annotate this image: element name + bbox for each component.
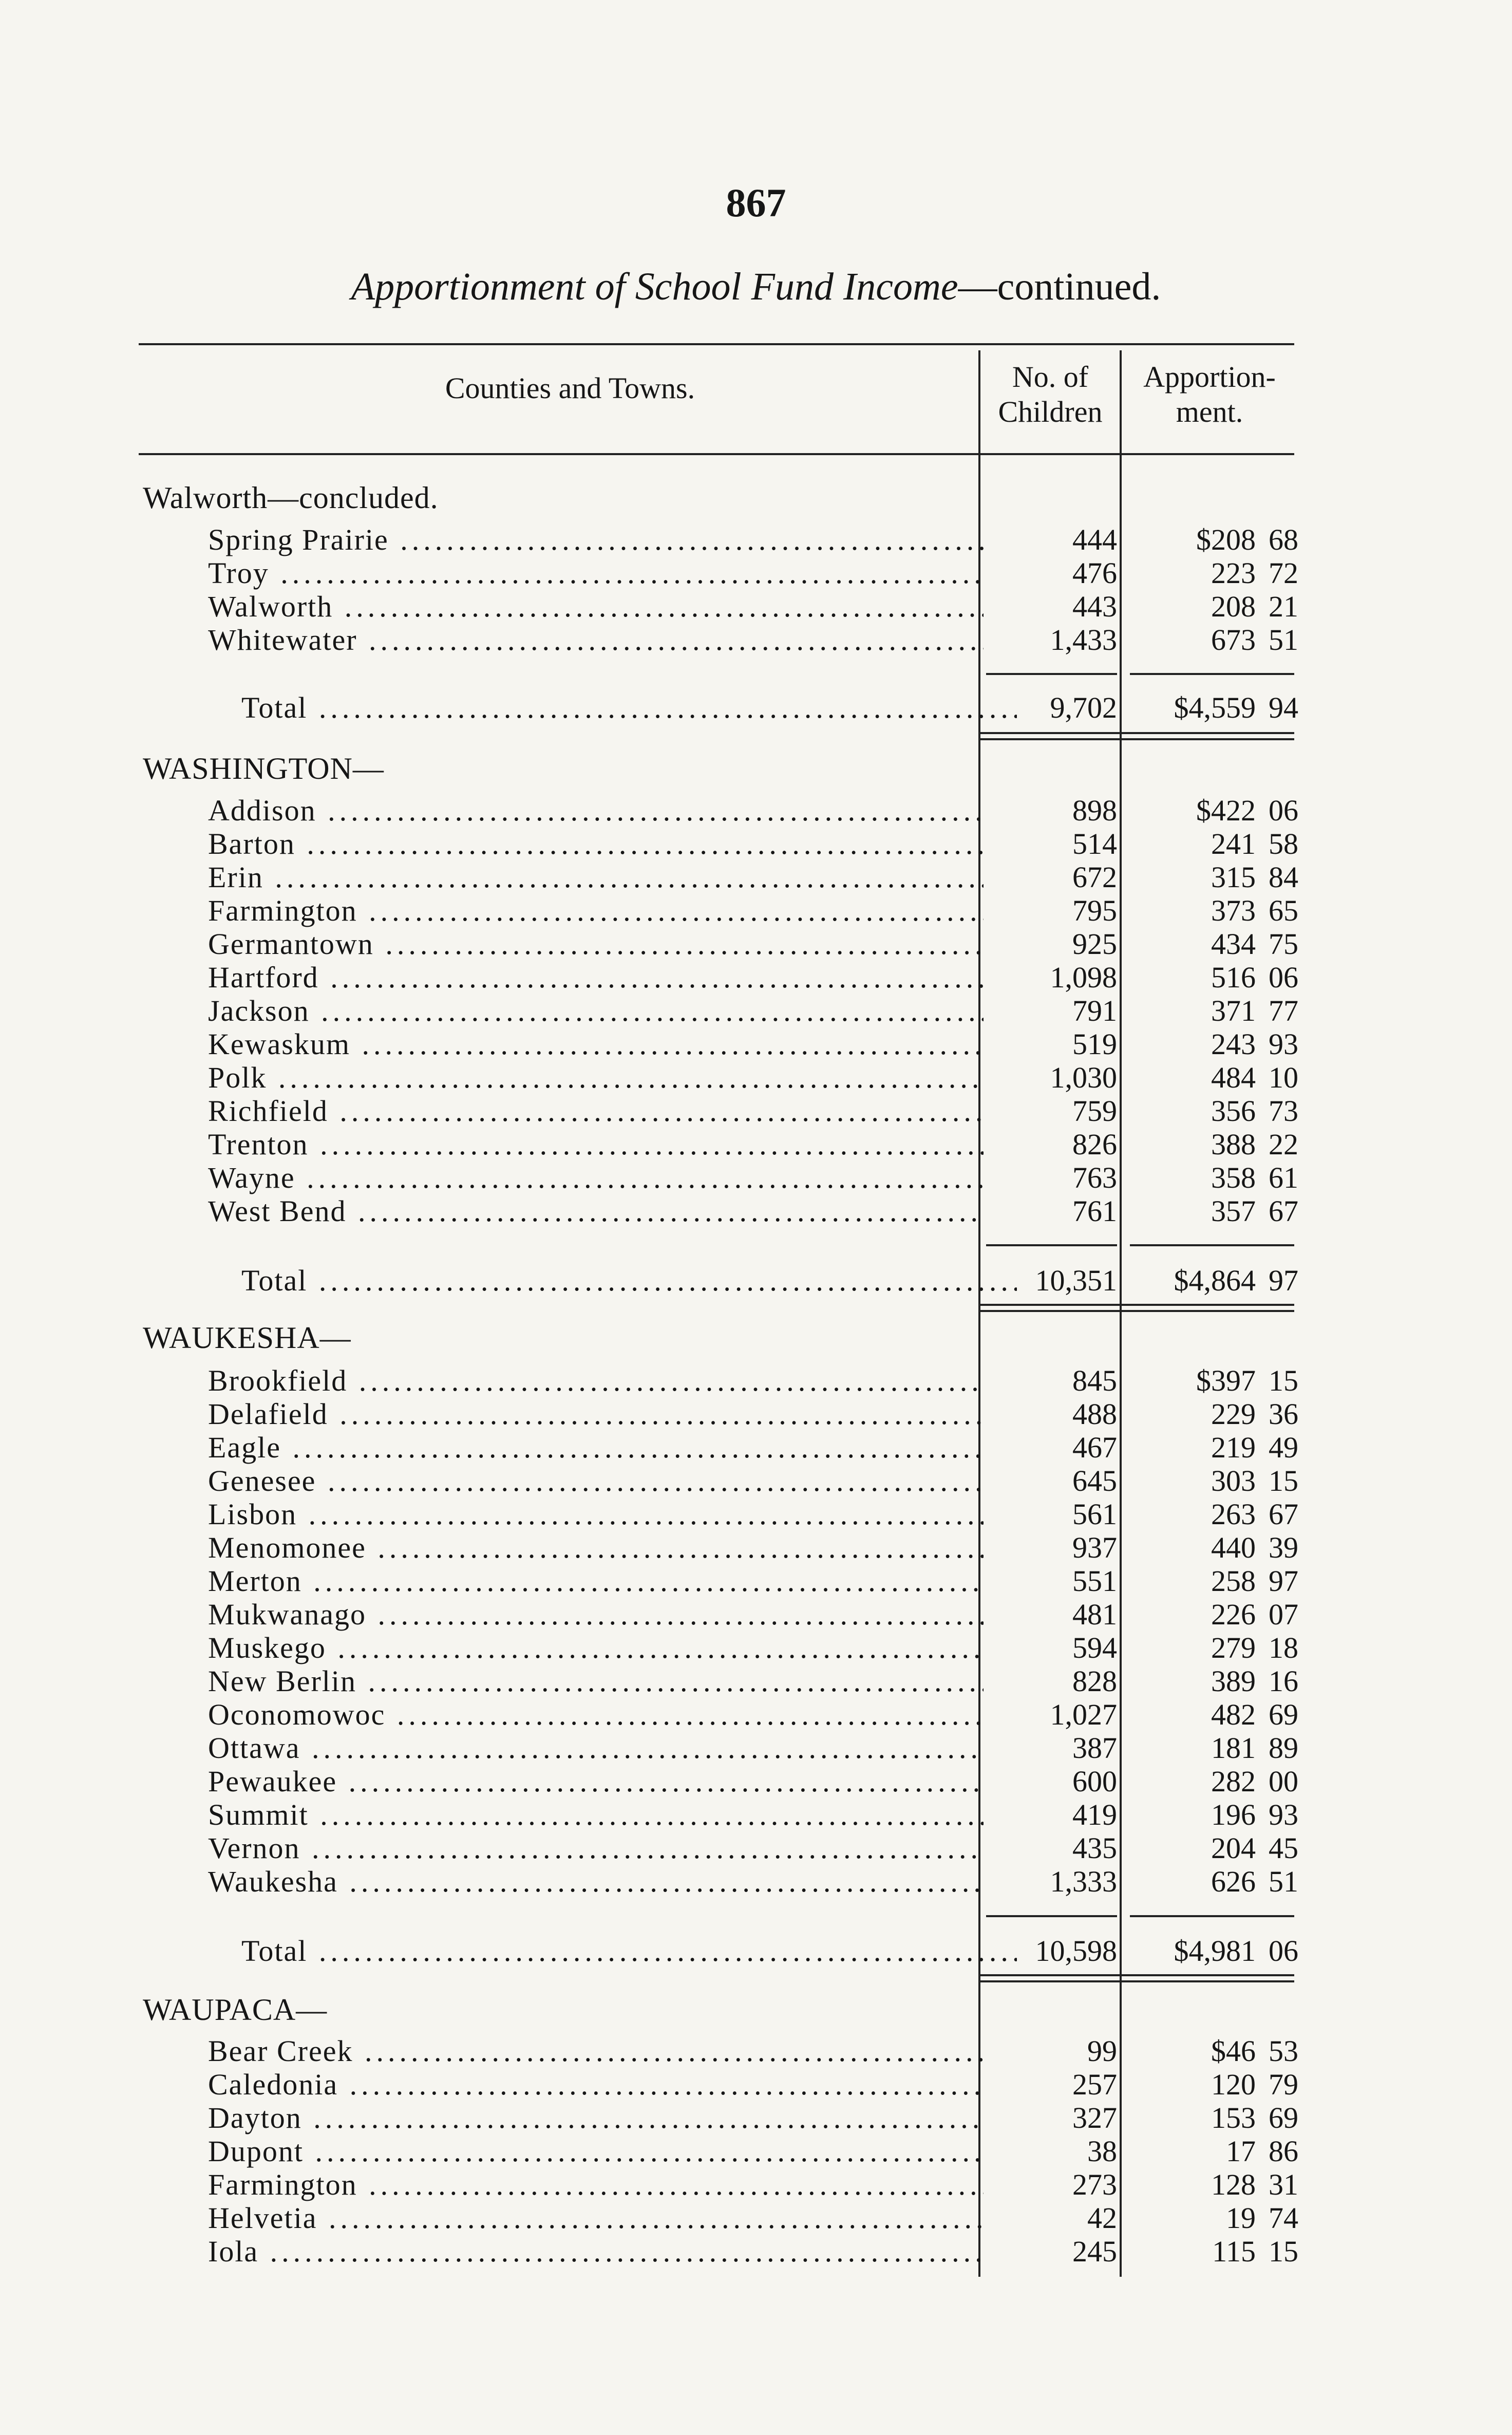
- apportionment-cents: 15: [1269, 2235, 1298, 2268]
- double-rule: [978, 738, 1294, 740]
- table-row: [0, 1397, 1512, 1431]
- children-count: 791: [1072, 994, 1117, 1027]
- double-rule: [978, 1974, 1294, 1976]
- children-count: 759: [1072, 1094, 1117, 1128]
- children-count: 594: [1072, 1631, 1117, 1664]
- town-name: Menomonee .....: [208, 1531, 984, 1565]
- table-row: [0, 2168, 1512, 2202]
- apportionment-cents: 84: [1269, 860, 1298, 894]
- town-name: Addison .....: [208, 794, 984, 828]
- total-dollars: $4,864: [1174, 1264, 1256, 1297]
- apportionment-cents: 53: [1269, 2034, 1298, 2068]
- table-row: [0, 1598, 1512, 1632]
- apportionment-dollars: 482: [1211, 1698, 1256, 1731]
- apportionment-dollars: 356: [1211, 1094, 1256, 1128]
- total-label: Total .....: [241, 1264, 1017, 1298]
- town-name: Waukesha .....: [208, 1865, 984, 1899]
- apportionment-cents: 97: [1269, 1564, 1298, 1598]
- double-rule: [978, 1980, 1294, 1982]
- header-apportionment-line2: ment.: [1176, 395, 1243, 428]
- apportionment-dollars: 388: [1211, 1128, 1256, 1161]
- children-count: 795: [1072, 894, 1117, 927]
- table-row: [0, 894, 1512, 928]
- children-count: 257: [1072, 2068, 1117, 2101]
- top-rule: [139, 343, 1294, 345]
- apportionment-dollars: 371: [1211, 994, 1256, 1027]
- sum-rule: [1130, 1244, 1294, 1246]
- apportionment-dollars: 357: [1211, 1194, 1256, 1228]
- town-name: Brookfield .....: [208, 1364, 984, 1398]
- apportionment-dollars: 282: [1211, 1765, 1256, 1798]
- table-row: [0, 2101, 1512, 2135]
- county-heading-waukesha: WAUKESHA—: [143, 1321, 351, 1355]
- apportionment-cents: 22: [1269, 1128, 1298, 1161]
- town-name: Summit .....: [208, 1798, 984, 1832]
- children-count: 1,433: [1050, 623, 1117, 657]
- apportionment-dollars: $422: [1196, 794, 1256, 827]
- children-count: 763: [1072, 1161, 1117, 1194]
- apportionment-cents: 36: [1269, 1397, 1298, 1431]
- table-row: [0, 1664, 1512, 1698]
- table-row: [0, 1865, 1512, 1899]
- table-row: [0, 1831, 1512, 1865]
- children-count: 937: [1072, 1531, 1117, 1564]
- table-row: [0, 927, 1512, 961]
- apportionment-cents: 16: [1269, 1664, 1298, 1698]
- county-heading-waupaca: WAUPACA—: [143, 1993, 328, 2027]
- apportionment-dollars: 303: [1211, 1464, 1256, 1497]
- children-count: 435: [1072, 1831, 1117, 1865]
- apportionment-dollars: 484: [1211, 1061, 1256, 1094]
- apportionment-cents: 68: [1269, 523, 1298, 556]
- children-count: 99: [1087, 2034, 1117, 2068]
- table-row: [0, 860, 1512, 894]
- apportionment-cents: 51: [1269, 623, 1298, 657]
- apportionment-dollars: 219: [1211, 1431, 1256, 1464]
- total-children: 9,702: [1050, 691, 1117, 724]
- apportionment-cents: 89: [1269, 1731, 1298, 1765]
- sum-rule: [986, 1915, 1117, 1917]
- apportionment-dollars: 153: [1211, 2101, 1256, 2134]
- apportionment-cents: 61: [1269, 1161, 1298, 1194]
- table-row: [0, 1731, 1512, 1765]
- apportionment-dollars: $208: [1196, 523, 1256, 556]
- table-row: [0, 2034, 1512, 2068]
- town-name: Barton .....: [208, 827, 984, 861]
- children-count: 467: [1072, 1431, 1117, 1464]
- header-children-line1: No. of: [1012, 360, 1089, 394]
- children-count: 327: [1072, 2101, 1117, 2134]
- town-name: Richfield .....: [208, 1094, 984, 1128]
- town-name: Trenton .....: [208, 1128, 984, 1162]
- apportionment-dollars: 626: [1211, 1865, 1256, 1898]
- apportionment-dollars: 120: [1211, 2068, 1256, 2101]
- children-count: 845: [1072, 1364, 1117, 1397]
- apportionment-cents: 73: [1269, 1094, 1298, 1128]
- town-name: Whitewater .....: [208, 623, 984, 657]
- town-name: Wayne .....: [208, 1161, 984, 1195]
- town-name: Eagle .....: [208, 1431, 984, 1465]
- children-count: 514: [1072, 827, 1117, 860]
- apportionment-dollars: 226: [1211, 1598, 1256, 1631]
- apportionment-dollars: $46: [1211, 2034, 1256, 2068]
- sum-rule: [986, 673, 1117, 675]
- apportionment-cents: 21: [1269, 590, 1298, 623]
- apportionment-dollars: 434: [1211, 927, 1256, 961]
- apportionment-dollars: 258: [1211, 1564, 1256, 1598]
- town-name: Troy .....: [208, 556, 984, 590]
- page-title: [0, 265, 1512, 309]
- children-count: 761: [1072, 1194, 1117, 1228]
- apportionment-dollars: 128: [1211, 2168, 1256, 2201]
- apportionment-cents: 58: [1269, 827, 1298, 860]
- children-count: 1,333: [1050, 1865, 1117, 1898]
- town-name: West Bend .....: [208, 1194, 984, 1228]
- town-name: Walworth .....: [208, 590, 984, 624]
- children-count: 1,098: [1050, 961, 1117, 994]
- apportionment-dollars: 229: [1211, 1397, 1256, 1431]
- header-no-of-children: [981, 360, 1120, 429]
- double-rule: [978, 1310, 1294, 1312]
- town-name: Dupont .....: [208, 2134, 984, 2168]
- town-name: Jackson .....: [208, 994, 984, 1028]
- children-count: 444: [1072, 523, 1117, 556]
- double-rule: [978, 732, 1294, 734]
- town-name: Helvetia .....: [208, 2201, 984, 2235]
- apportionment-cents: 69: [1269, 1698, 1298, 1731]
- table-row: [0, 2235, 1512, 2269]
- apportionment-dollars: 223: [1211, 556, 1256, 590]
- apportionment-cents: 67: [1269, 1194, 1298, 1228]
- apportionment-dollars: 241: [1211, 827, 1256, 860]
- apportionment-dollars: 196: [1211, 1798, 1256, 1831]
- town-name: Oconomowoc .....: [208, 1698, 984, 1732]
- children-count: 551: [1072, 1564, 1117, 1598]
- apportionment-cents: 18: [1269, 1631, 1298, 1664]
- total-dollars: $4,559: [1174, 691, 1256, 724]
- page-number: 867: [726, 180, 786, 225]
- header-children-line2: Children: [998, 395, 1103, 428]
- apportionment-cents: 67: [1269, 1497, 1298, 1531]
- apportionment-cents: 77: [1269, 994, 1298, 1027]
- apportionment-dollars: 263: [1211, 1497, 1256, 1531]
- apportionment-dollars: 373: [1211, 894, 1256, 927]
- town-name: Kewaskum .....: [208, 1027, 984, 1061]
- children-count: 1,027: [1050, 1698, 1117, 1731]
- table-row: [0, 961, 1512, 995]
- table-row: [0, 1698, 1512, 1732]
- children-count: 826: [1072, 1128, 1117, 1161]
- town-name: Farmington .....: [208, 2168, 984, 2202]
- table-row: [0, 556, 1512, 590]
- total-row: [0, 1934, 1512, 1968]
- total-children: 10,351: [1035, 1264, 1117, 1297]
- total-label: Total .....: [241, 1934, 1017, 1968]
- children-count: 672: [1072, 860, 1117, 894]
- apportionment-dollars: 19: [1226, 2201, 1256, 2235]
- table-row: [0, 1364, 1512, 1398]
- header-apportionment-line1: Apportion-: [1143, 360, 1276, 394]
- apportionment-cents: 15: [1269, 1464, 1298, 1497]
- total-cents: 06: [1269, 1934, 1298, 1968]
- town-name: Ottawa .....: [208, 1731, 984, 1765]
- table-row: [0, 2134, 1512, 2168]
- apportionment-cents: 51: [1269, 1865, 1298, 1898]
- town-name: Spring Prairie .....: [208, 523, 984, 557]
- header-counties-towns: Counties and Towns.: [445, 371, 695, 405]
- apportionment-dollars: 673: [1211, 623, 1256, 657]
- table-row: [0, 623, 1512, 657]
- table-row: [0, 1497, 1512, 1531]
- apportionment-dollars: 389: [1211, 1664, 1256, 1698]
- total-row: [0, 1264, 1512, 1298]
- children-count: 443: [1072, 590, 1117, 623]
- children-count: 387: [1072, 1731, 1117, 1765]
- table-row: [0, 994, 1512, 1028]
- apportionment-cents: 86: [1269, 2134, 1298, 2168]
- table-row: [0, 1464, 1512, 1498]
- town-name: Erin .....: [208, 860, 984, 894]
- town-name: Merton .....: [208, 1564, 984, 1598]
- table-row: [0, 2201, 1512, 2235]
- apportionment-cents: 72: [1269, 556, 1298, 590]
- table-row: [0, 2068, 1512, 2102]
- children-count: 476: [1072, 556, 1117, 590]
- apportionment-dollars: 516: [1211, 961, 1256, 994]
- table-row: [0, 1061, 1512, 1095]
- apportionment-dollars: 358: [1211, 1161, 1256, 1194]
- apportionment-dollars: 115: [1212, 2235, 1256, 2268]
- table-row: [0, 794, 1512, 828]
- table-row: [0, 1531, 1512, 1565]
- children-count: 245: [1072, 2235, 1117, 2268]
- children-count: 828: [1072, 1664, 1117, 1698]
- total-row: [0, 691, 1512, 725]
- sum-rule: [986, 1244, 1117, 1246]
- town-name: Polk .....: [208, 1061, 984, 1095]
- apportionment-cents: 93: [1269, 1798, 1298, 1831]
- town-name: Muskego .....: [208, 1631, 984, 1665]
- table-row: [0, 523, 1512, 557]
- town-name: Germantown .....: [208, 927, 984, 961]
- table-row: [0, 1194, 1512, 1228]
- apportionment-cents: 45: [1269, 1831, 1298, 1865]
- apportionment-cents: 69: [1269, 2101, 1298, 2134]
- apportionment-dollars: 243: [1211, 1027, 1256, 1061]
- table-row: [0, 1027, 1512, 1061]
- table-row: [0, 1631, 1512, 1665]
- town-name: Hartford .....: [208, 961, 984, 995]
- apportionment-cents: 10: [1269, 1061, 1298, 1094]
- apportionment-dollars: 208: [1211, 590, 1256, 623]
- town-name: Dayton .....: [208, 2101, 984, 2135]
- children-count: 1,030: [1050, 1061, 1117, 1094]
- table-row: [0, 1094, 1512, 1128]
- table-row: [0, 1765, 1512, 1799]
- apportionment-cents: 74: [1269, 2201, 1298, 2235]
- table-row: [0, 1128, 1512, 1162]
- title-suffix: —continued.: [958, 265, 1161, 308]
- town-name: Caledonia .....: [208, 2068, 984, 2102]
- apportionment-cents: 07: [1269, 1598, 1298, 1631]
- total-cents: 97: [1269, 1264, 1298, 1297]
- town-name: Pewaukee .....: [208, 1765, 984, 1799]
- apportionment-dollars: 17: [1226, 2134, 1256, 2168]
- apportionment-cents: 39: [1269, 1531, 1298, 1564]
- children-count: 561: [1072, 1497, 1117, 1531]
- sum-rule: [1130, 1915, 1294, 1917]
- total-label: Total .....: [241, 691, 1017, 725]
- apportionment-cents: 65: [1269, 894, 1298, 927]
- apportionment-cents: 00: [1269, 1765, 1298, 1798]
- total-cents: 94: [1269, 691, 1298, 724]
- apportionment-dollars: 315: [1211, 860, 1256, 894]
- town-name: Genesee .....: [208, 1464, 984, 1498]
- children-count: 38: [1087, 2134, 1117, 2168]
- sum-rule: [1130, 673, 1294, 675]
- county-heading-washington: WASHINGTON—: [143, 752, 384, 785]
- table-row: [0, 1564, 1512, 1598]
- total-dollars: $4,981: [1174, 1934, 1256, 1968]
- table-row: [0, 1431, 1512, 1465]
- apportionment-cents: 06: [1269, 794, 1298, 827]
- children-count: 519: [1072, 1027, 1117, 1061]
- apportionment-cents: 15: [1269, 1364, 1298, 1397]
- double-rule: [978, 1304, 1294, 1306]
- town-name: Lisbon .....: [208, 1497, 984, 1531]
- children-count: 481: [1072, 1598, 1117, 1631]
- apportionment-dollars: 204: [1211, 1831, 1256, 1865]
- children-count: 645: [1072, 1464, 1117, 1497]
- town-name: Farmington .....: [208, 894, 984, 928]
- apportionment-dollars: 440: [1211, 1531, 1256, 1564]
- town-name: Vernon .....: [208, 1831, 984, 1865]
- county-heading-walworth: Walworth—concluded.: [143, 481, 439, 515]
- table-row: [0, 1798, 1512, 1832]
- title-italic: Apportionment of School Fund Income: [351, 265, 958, 308]
- apportionment-cents: 49: [1269, 1431, 1298, 1464]
- table-row: [0, 1161, 1512, 1195]
- apportionment-cents: 06: [1269, 961, 1298, 994]
- town-name: Iola .....: [208, 2235, 984, 2269]
- apportionment-dollars: $397: [1196, 1364, 1256, 1397]
- table-row: [0, 590, 1512, 624]
- total-children: 10,598: [1035, 1934, 1117, 1968]
- children-count: 419: [1072, 1798, 1117, 1831]
- town-name: Delafield .....: [208, 1397, 984, 1431]
- children-count: 273: [1072, 2168, 1117, 2201]
- children-count: 42: [1087, 2201, 1117, 2235]
- children-count: 898: [1072, 794, 1117, 827]
- town-name: New Berlin .....: [208, 1664, 984, 1698]
- town-name: Mukwanago .....: [208, 1598, 984, 1632]
- children-count: 600: [1072, 1765, 1117, 1798]
- apportionment-cents: 79: [1269, 2068, 1298, 2101]
- apportionment-cents: 31: [1269, 2168, 1298, 2201]
- apportionment-dollars: 279: [1211, 1631, 1256, 1664]
- children-count: 488: [1072, 1397, 1117, 1431]
- header-apportionment: [1122, 360, 1297, 429]
- table-row: [0, 827, 1512, 861]
- apportionment-dollars: 181: [1211, 1731, 1256, 1765]
- apportionment-cents: 93: [1269, 1027, 1298, 1061]
- apportionment-cents: 75: [1269, 927, 1298, 961]
- town-name: Bear Creek .....: [208, 2034, 984, 2068]
- children-count: 925: [1072, 927, 1117, 961]
